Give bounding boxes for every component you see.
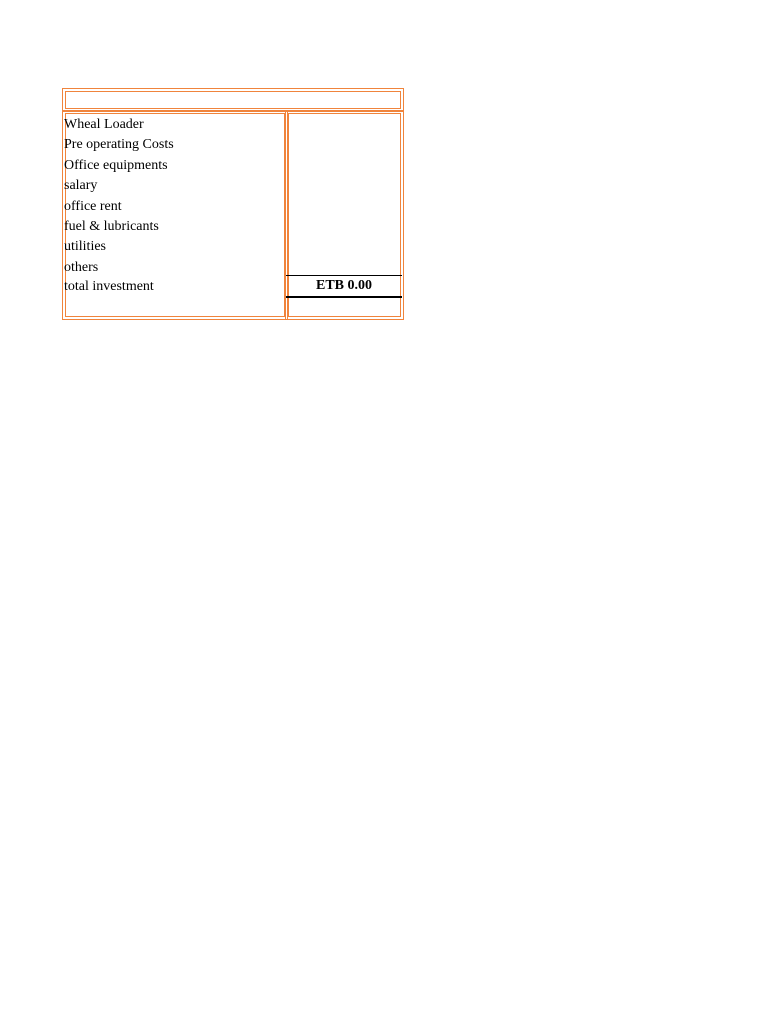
total-investment-value: ETB 0.00 bbox=[286, 275, 402, 298]
investment-table bbox=[62, 88, 404, 320]
line-item-label: others bbox=[64, 259, 99, 275]
line-item-label: Pre operating Costs bbox=[64, 137, 174, 153]
line-item-label: Office equipments bbox=[64, 157, 168, 173]
line-item-list bbox=[64, 115, 174, 278]
line-item-label: utilities bbox=[64, 239, 106, 255]
table-header-cell bbox=[62, 88, 404, 112]
line-item-label: salary bbox=[64, 178, 98, 194]
total-investment-label: total investment bbox=[64, 279, 154, 294]
line-item-label: fuel & lubricants bbox=[64, 218, 159, 234]
line-item-label: office rent bbox=[64, 198, 122, 214]
line-item-label: Wheal Loader bbox=[64, 117, 144, 132]
